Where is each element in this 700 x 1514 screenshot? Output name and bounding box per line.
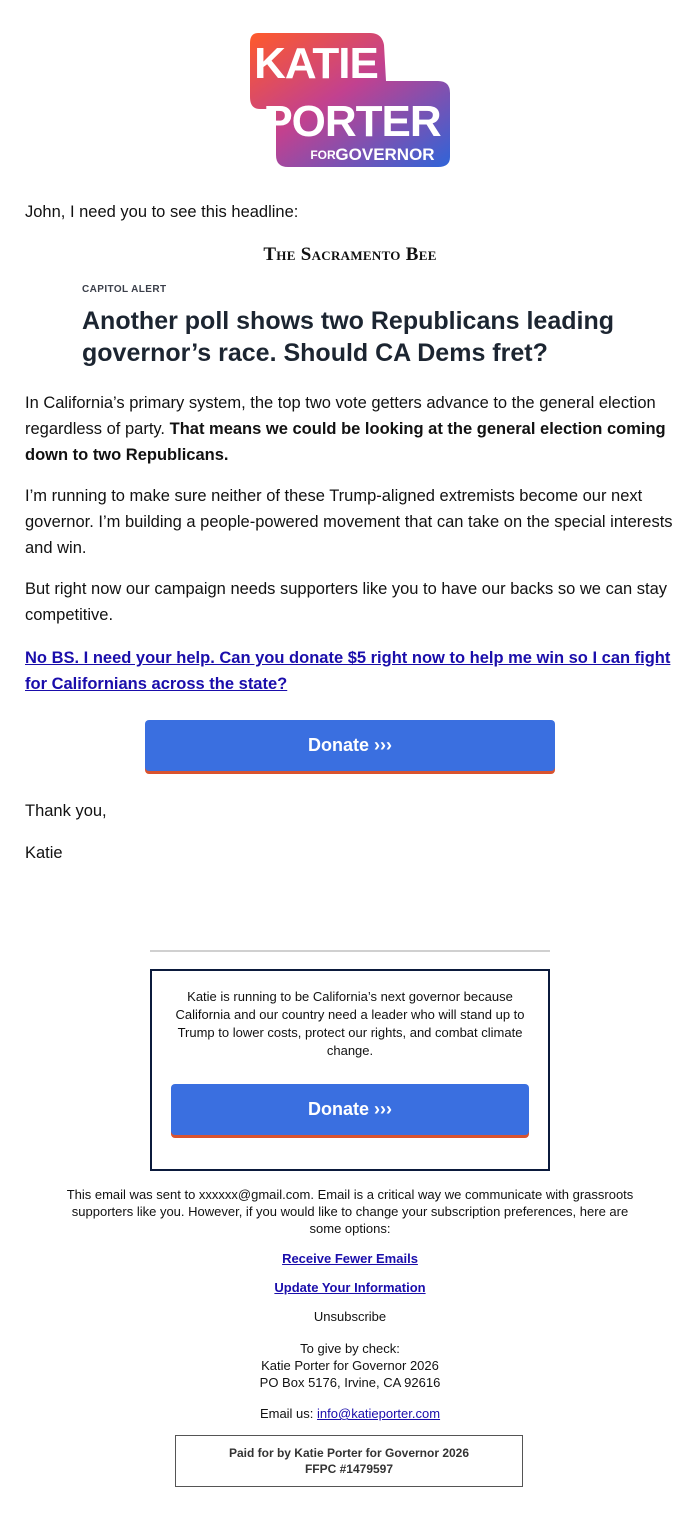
paid-for-disclaimer bbox=[175, 1435, 523, 1487]
check-name: Katie Porter for Governor 2026 bbox=[261, 1358, 439, 1373]
body-paragraph-2: I’m running to make sure neither of these Trump-aligned extremists become our next governor. I’m building a people-powered movement that can take on the special interests and win. bbox=[25, 487, 673, 557]
katie-porter-logo bbox=[248, 31, 452, 169]
article-kicker: CAPITOL ALERT bbox=[82, 284, 167, 295]
para1-plain: In California’s primary system, the top two vote getters advance to the general election regardless of party. bbox=[25, 394, 656, 438]
check-label: To give by check: bbox=[300, 1341, 400, 1356]
unsubscribe-link[interactable]: Unsubscribe bbox=[313, 1309, 387, 1324]
check-address: PO Box 5176, Irvine, CA 92616 bbox=[259, 1375, 441, 1390]
ffpc-number: FFPC #1479597 bbox=[304, 1462, 394, 1476]
receive-fewer-emails-link[interactable]: Receive Fewer Emails bbox=[282, 1251, 418, 1266]
article-headline: Another poll shows two Republicans leading governor’s race. Should CA Dems fret? bbox=[82, 307, 614, 367]
donate-text-link[interactable]: No BS. I need your help. Can you donate $5 right now to help me win so I can fight for Californians across the state? bbox=[25, 649, 671, 693]
donate-button[interactable]: Donate ››› bbox=[145, 720, 555, 771]
divider bbox=[150, 950, 550, 952]
logo-governor: GOVERNOR bbox=[335, 145, 435, 164]
logo-for: FOR bbox=[310, 148, 336, 162]
contact-email-link[interactable]: info@katieporter.com bbox=[317, 1406, 441, 1421]
update-information-link[interactable]: Update Your Information bbox=[274, 1280, 426, 1295]
footer-box-text: Katie is running to be California’s next governor because California and our country need a leader who will stand up to Trump to lower costs, protect our rights, and combat climate change. bbox=[175, 989, 525, 1058]
footer-notice: This email was sent to xxxxxx@gmail.com. Email is a critical way we communicate with grassroots supporters like you. However, if you would like to change your subscription preferences, here are some options: bbox=[66, 1187, 634, 1236]
email-label: Email us: bbox=[259, 1406, 314, 1421]
fewer-emails-row bbox=[60, 1250, 640, 1267]
email-us-row bbox=[60, 1405, 640, 1422]
logo-line1: KATIE bbox=[254, 39, 378, 88]
body-paragraph-1 bbox=[25, 390, 680, 468]
publication-masthead: The Sacramento Bee bbox=[263, 244, 437, 265]
body-paragraph-3: But right now our campaign needs supporters like you to have our backs so we can stay competitive. bbox=[25, 580, 668, 624]
para1-bold: That means we could be looking at the general election coming down to two Republicans. bbox=[25, 420, 666, 464]
update-info-row bbox=[60, 1279, 640, 1296]
logo-line2: PORTER bbox=[263, 97, 441, 146]
paid-for-text: Paid for by Katie Porter for Governor 2026 bbox=[228, 1446, 470, 1460]
footer-donate-button[interactable]: Donate ››› bbox=[171, 1084, 529, 1135]
signature: Katie bbox=[25, 844, 63, 862]
signoff: Thank you, bbox=[25, 802, 107, 820]
intro-text: John, I need you to see this headline: bbox=[25, 203, 299, 221]
